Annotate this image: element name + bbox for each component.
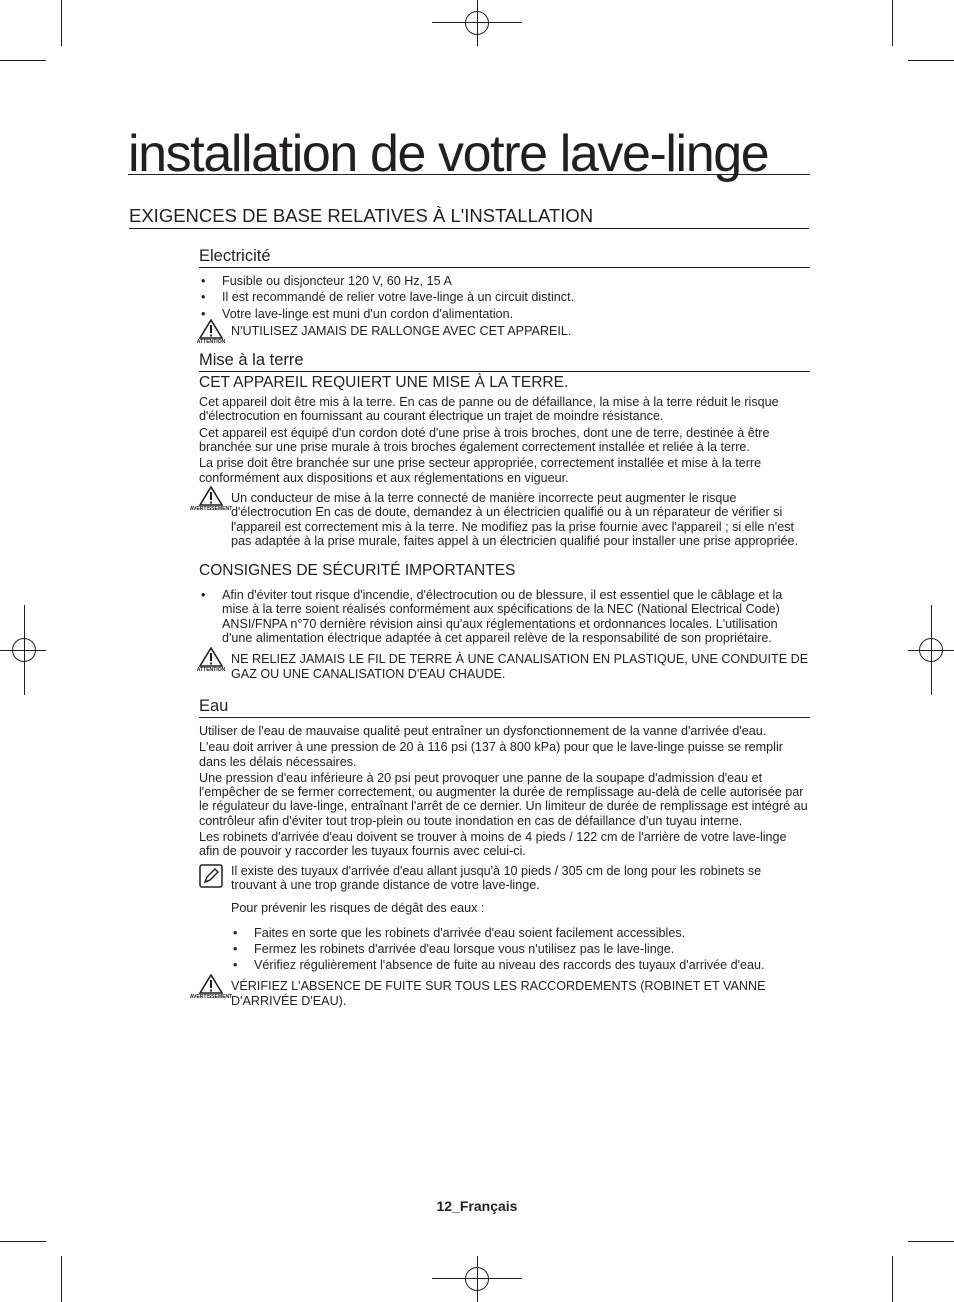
note-intro: Pour prévenir les risques de dégât des eaux : <box>231 901 485 916</box>
paragraph: Utiliser de l'eau de mauvaise qualité peut entraîner un dysfonctionnement de la vanne d'arrivée d'eau. <box>199 723 767 738</box>
paragraph: L'eau doit arriver à une pression de 20 à 116 psi (137 à 800 kPa) pour que le lave-linge puisse se remplir dans les délais nécessaires. <box>199 740 783 769</box>
terre-section <box>189 350 810 548</box>
list-item: • Afin d'éviter tout risque d'incendie, d'électrocution ou de blessure, il est essentiel que le câblage et la mise à la terre soient réalisés conformément aux spécifications de la NEC (National Electrical Code) ANSI/FNPA n°70 dernière révision ainsi qu'aux réglementations et ordonnances locales. L'utilisation d'une alimentation électrique adaptée à cet appareil relève de la responsabilité de son propriétaire. <box>201 588 783 646</box>
electricite-heading: Electricité <box>199 246 810 268</box>
section-title: EXIGENCES DE BASE RELATIVES À L'INSTALLATION <box>129 204 809 229</box>
list-item: • Il est recommandé de relier votre lave-linge à un circuit distinct. <box>201 290 575 305</box>
warning-note: AVERTISSEMENT Un conducteur de mise à la terre connecté de manière incorrecte peut augmenter le risque d'électrocution En cas de doute, demandez à un électricien qualifié ou à un réparateur de vérifier si l'appareil est correctement mis à la terre. Ne modifiez pas la prise fournie avec l'appareil ; si elle n'est pas adaptée à la prise murale, faites appel à un électricien qualifié pour installer une prise appropriée. <box>199 491 810 548</box>
paragraph: Une pression d'eau inférieure à 20 psi peut provoquer une panne de la soupape d'admission d'eau et l'empêcher de se fermer correctement, ou augmenter la durée de remplissage au-delà de celle autorisée par le régulateur du lave-linge, entraînant l'arrêt de ce dernier. Un limiteur de durée de remplissage est intégré au contrôleur afin d'éviter tout trop-plein ou toute inondation en cas de défaillance d'un tuyau interne. <box>199 770 808 828</box>
list-item: • Vérifiez régulièrement l'absence de fuite au niveau des raccords des tuyaux d'arrivée d'eau. <box>233 958 765 973</box>
terre-subheading: CET APPAREIL REQUIERT UNE MISE À LA TERRE. <box>199 374 569 392</box>
paragraph: La prise doit être branchée sur une prise secteur appropriée, correctement installée et mise à la terre conformément aux dispositions et aux réglementations en vigueur. <box>199 456 762 485</box>
warning-note: AVERTISSEMENT VÉRIFIEZ L'ABSENCE DE FUITE SUR TOUS LES RACCORDEMENTS (ROBINET ET VANNE D'ARRIVÉE D'EAU). <box>199 979 810 1008</box>
avertissement-icon: AVERTISSEMENT <box>189 486 233 520</box>
terre-heading: Mise à la terre <box>199 350 810 372</box>
paragraph: Cet appareil doit être mis à la terre. En cas de panne ou de défaillance, la mise à la terre réduit le risque d'électrocution en fournissant au courant électrique un trajet de moindre résistance. <box>199 395 779 424</box>
electricite-list <box>199 274 810 321</box>
note-text: Il existe des tuyaux d'arrivée d'eau allant jusqu'à 10 pieds / 305 cm de long pour les robinets se trouvant à une trop grande distance de votre lave-linge. <box>231 863 762 892</box>
securite-list <box>199 588 810 645</box>
list-item: • Faites en sorte que les robinets d'arrivée d'eau soient facilement accessibles. <box>233 925 686 940</box>
electricite-section <box>196 246 810 345</box>
page-title: installation de votre lave-linge <box>128 118 810 175</box>
eau-section <box>189 696 810 1008</box>
attention-icon: ATTENTION <box>189 319 233 353</box>
paragraph: Les robinets d'arrivée d'eau doivent se trouver à moins de 4 pieds / 122 cm de l'arrière de votre lave-linge afin de pouvoir y raccorder les tuyaux fournis avec celui-ci. <box>199 830 787 859</box>
list-item: • Fusible ou disjoncteur 120 V, 60 Hz, 15 A <box>201 274 452 288</box>
eau-heading: Eau <box>199 696 810 718</box>
note-list <box>231 926 810 973</box>
securite-section <box>196 562 810 681</box>
caution-note: ATTENTION NE RELIEZ JAMAIS LE FIL DE TERRE À UNE CANALISATION EN PLASTIQUE, UNE CONDUITE DE GAZ OU UNE CANALISATION D'EAU CHAUDE. <box>199 652 810 681</box>
paragraph: Cet appareil est équipé d'un cordon doté d'une prise à trois broches, dont une de terre, destinée à être branchée sur une prise murale à trois broches également correctement installée et reliée à la terre. <box>199 425 770 455</box>
list-item: • Votre lave-linge est muni d'un cordon d'alimentation. <box>201 306 514 321</box>
page-footer: 12_Français <box>436 1198 518 1214</box>
avertissement-icon: AVERTISSEMENT <box>189 974 233 1008</box>
securite-heading: CONSIGNES DE SÉCURITÉ IMPORTANTES <box>199 562 516 580</box>
content <box>189 246 810 1008</box>
info-note <box>199 864 810 973</box>
attention-icon: ATTENTION <box>189 647 233 681</box>
caution-note: ATTENTION N'UTILISEZ JAMAIS DE RALLONGE AVEC CET APPAREIL. <box>199 324 810 338</box>
note-pencil-icon <box>199 864 223 891</box>
list-item: • Fermez les robinets d'arrivée d'eau lorsque vous n'utilisez pas le lave-linge. <box>233 941 675 956</box>
